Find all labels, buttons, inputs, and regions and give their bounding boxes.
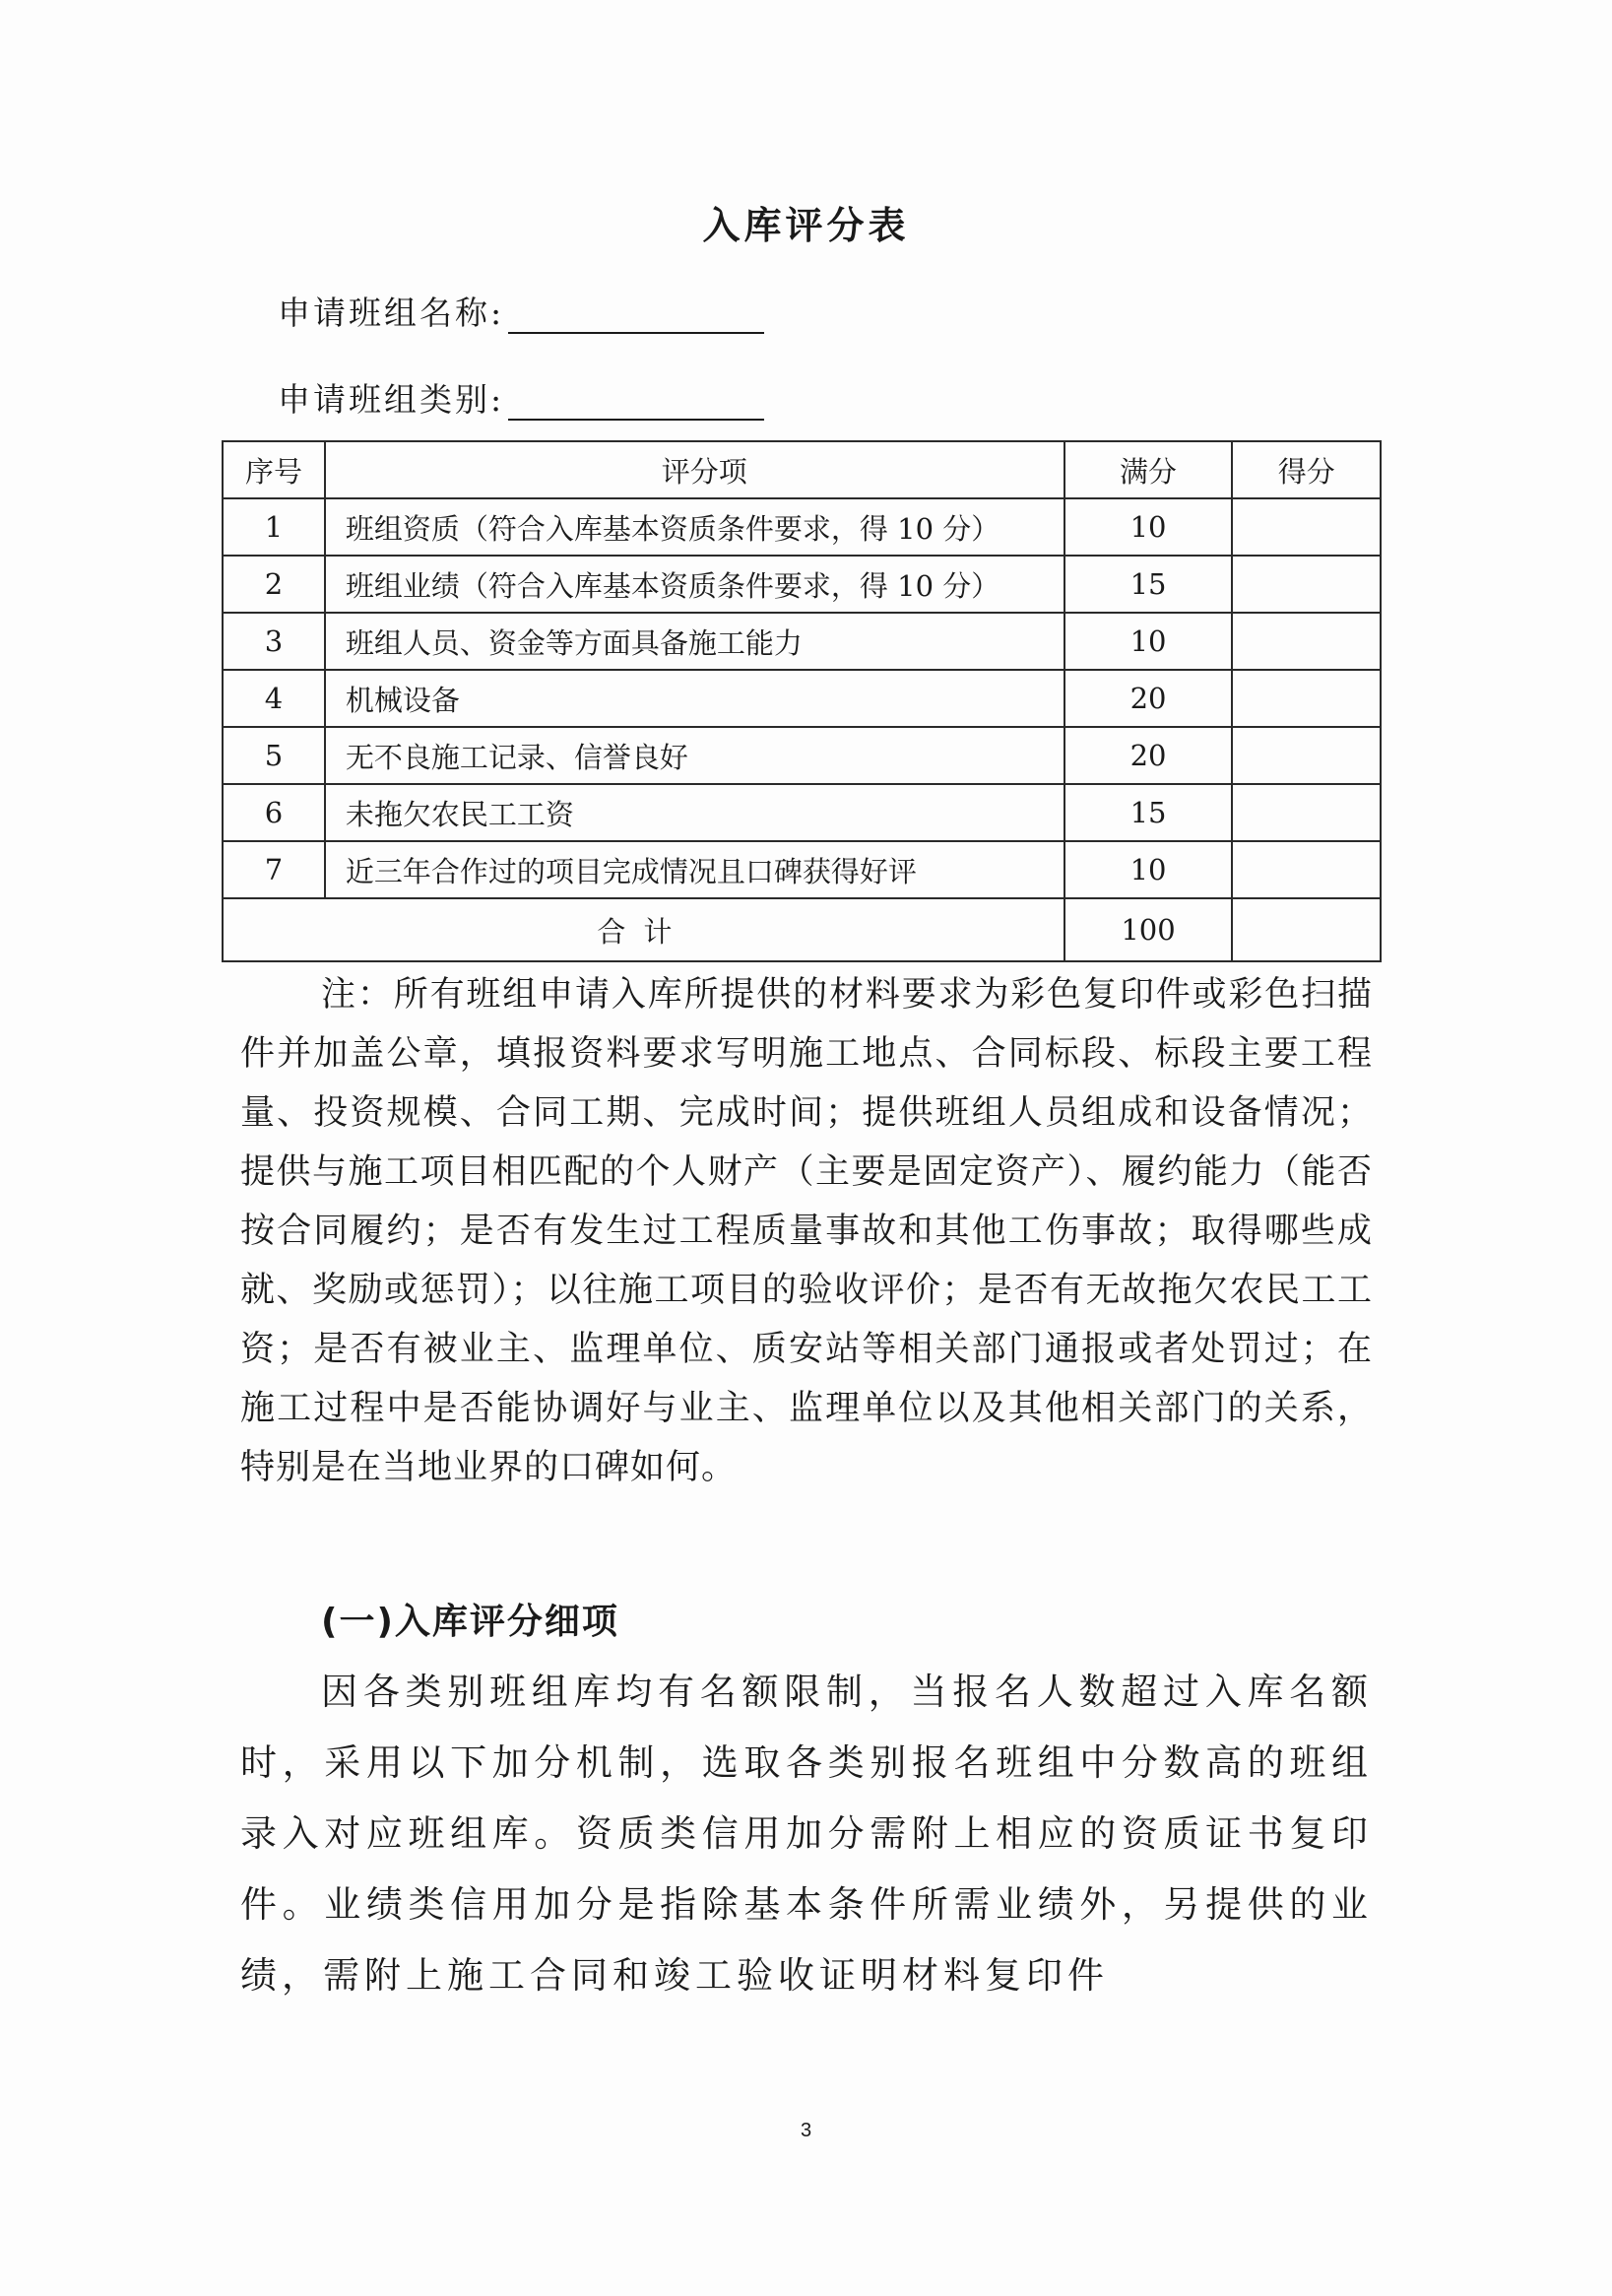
section-heading: (一)入库评分细项 [321, 1602, 619, 1642]
table-row [223, 841, 1381, 898]
row-no: 5 [223, 727, 325, 784]
row-no: 2 [223, 556, 325, 613]
row-score[interactable] [1232, 670, 1381, 727]
header-full: 满分 [1064, 441, 1233, 498]
team-category-label: 申请班组类别: [278, 380, 505, 419]
total-label: 合计 [223, 898, 1064, 961]
row-no: 6 [223, 784, 325, 841]
note-text: 注：所有班组申请入库所提供的材料要求为彩色复印件或彩色扫描件并加盖公章，填报资料要求写明施工地点、合同标段、标段主要工程量、投资规模、合同工期、完成时间；提供班组人员组成和设备情况；提供与施工项目相匹配的个人财产（主要是固定资产）、履约能力（能否按合同履约；是否有发生过工程质量事故和其他工伤事故；取得哪些成就、奖励或惩罚）；以往施工项目的验收评价；是否有无故拖欠农民工工资；是否有被业主、监理单位、质安站等相关部门通报或者处罚过；在施工过程中是否能协调好与业主、监理单位以及其他相关部门的关系，特别是在当地业界的口碑如何。 [240, 975, 1373, 1487]
row-no: 4 [223, 670, 325, 727]
team-name-field [278, 288, 764, 334]
note-paragraph [240, 965, 1373, 1497]
row-no: 3 [223, 613, 325, 670]
row-score[interactable] [1232, 498, 1381, 556]
team-name-blank[interactable] [508, 302, 764, 334]
row-full: 15 [1064, 784, 1233, 841]
row-item: 班组人员、资金等方面具备施工能力 [325, 613, 1064, 670]
table-row [223, 498, 1381, 556]
detail-text: 因各类别班组库均有名额限制，当报名人数超过入库名额时，采用以下加分机制，选取各类别报名班组中分数高的班组录入对应班组库。资质类信用加分需附上相应的资质证书复印件。业绩类信用加分是指除基本条件所需业绩外，另提供的业绩，需附上施工合同和竣工验收证明材料复印件 [240, 1671, 1373, 1997]
row-score[interactable] [1232, 556, 1381, 613]
row-score[interactable] [1232, 727, 1381, 784]
row-no: 7 [223, 841, 325, 898]
row-score[interactable] [1232, 613, 1381, 670]
table-row [223, 613, 1381, 670]
page-title: 入库评分表 [702, 204, 910, 247]
total-score[interactable] [1232, 898, 1381, 961]
table-row [223, 784, 1381, 841]
row-score[interactable] [1232, 841, 1381, 898]
table-header-row [223, 441, 1381, 498]
score-table [222, 440, 1382, 962]
row-full: 20 [1064, 670, 1233, 727]
row-item: 班组资质（符合入库基本资质条件要求，得 10 分） [325, 498, 1064, 556]
team-category-field [278, 374, 764, 421]
row-no: 1 [223, 498, 325, 556]
team-category-blank[interactable] [508, 389, 764, 421]
row-item: 无不良施工记录、信誉良好 [325, 727, 1064, 784]
table-row [223, 556, 1381, 613]
table-row [223, 670, 1381, 727]
row-full: 20 [1064, 727, 1233, 784]
row-full: 15 [1064, 556, 1233, 613]
total-full: 100 [1064, 898, 1233, 961]
row-full: 10 [1064, 841, 1233, 898]
page-number: 3 [800, 2120, 812, 2141]
table-row [223, 727, 1381, 784]
header-score: 得分 [1232, 441, 1381, 498]
row-full: 10 [1064, 498, 1233, 556]
row-item: 班组业绩（符合入库基本资质条件要求，得 10 分） [325, 556, 1064, 613]
row-score[interactable] [1232, 784, 1381, 841]
row-item: 近三年合作过的项目完成情况且口碑获得好评 [325, 841, 1064, 898]
team-name-label: 申请班组名称: [278, 294, 505, 332]
header-no: 序号 [223, 441, 325, 498]
row-item: 机械设备 [325, 670, 1064, 727]
total-row [223, 898, 1381, 961]
row-full: 10 [1064, 613, 1233, 670]
detail-paragraph [240, 1657, 1373, 2011]
header-item: 评分项 [325, 441, 1064, 498]
row-item: 未拖欠农民工工资 [325, 784, 1064, 841]
